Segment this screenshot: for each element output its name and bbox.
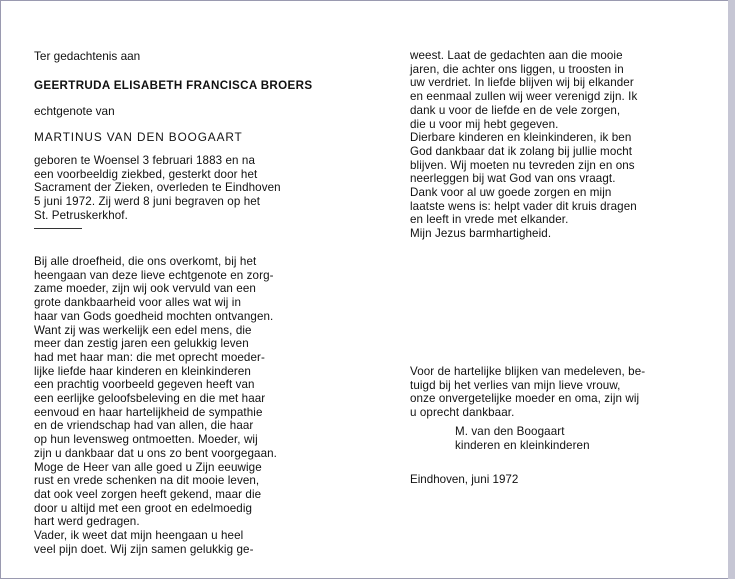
text-line: jaren, die achter ons liggen, u troosten in	[410, 62, 624, 76]
text-line: Mijn Jezus barmhartigheid.	[410, 227, 552, 241]
text-line: blijven. Wij moeten nu tevreden zijn en ons	[410, 158, 635, 172]
bio-line: een voorbeeldig ziekbed, gesterkt door het	[34, 167, 258, 181]
right-column	[410, 49, 722, 241]
text-line: hart werd gedragen.	[34, 515, 140, 529]
text-line: en eenmaal zullen wij weer verenigd zijn. Ik	[410, 90, 638, 104]
text-line: Bij alle droefheid, die ons overkomt, bij het	[34, 255, 257, 268]
text-line: neerleggen bij wat God van ons vraagt.	[410, 172, 616, 186]
text-line: lijke liefde haar kinderen en kleinkinderen	[34, 364, 251, 378]
text-line: Voor de hartelijke blijken van medeleven, be-	[410, 365, 646, 378]
deceased-name: GEERTRUDA ELISABETH FRANCISCA BROERS	[34, 79, 313, 92]
bio-line: St. Petruskerkhof.	[34, 208, 128, 222]
text-line: God dankbaar dat ik zolang bij jullie mocht	[410, 144, 633, 158]
signature-line: M. van den Boogaart	[455, 425, 565, 438]
page-edge	[728, 0, 735, 579]
text-line: die u voor mij hebt gegeven.	[410, 117, 559, 131]
text-line: Vader, ik weet dat mijn heengaan u heel	[34, 529, 244, 543]
text-line: grote dankbaarheid voor alles wat wij in	[34, 296, 242, 310]
text-line: door u altijd met een groot en edelmoedig	[34, 501, 253, 515]
text-line: haar van Gods goedheid mochten ontvangen.	[34, 309, 274, 323]
spouse-name: MARTINUS VAN DEN BOOGAART	[34, 130, 243, 144]
text-line: Want zij was werkelijk een edel mens, die	[34, 323, 252, 337]
place-date: Eindhoven, juni 1972	[410, 473, 519, 486]
left-column	[34, 49, 334, 223]
bio-line: geboren te Woensel 3 februari 1883 en na	[34, 154, 256, 167]
text-line: Dank voor al uw goede zorgen en mijn	[410, 186, 612, 200]
intro-text: Ter gedachtenis aan	[34, 49, 141, 63]
text-line: u oprecht dankbaar.	[410, 406, 515, 420]
text-line: en de vriendschap had van allen, die haar	[34, 419, 254, 433]
text-line: dat ook veel zorgen heeft gekend, maar die	[34, 487, 262, 501]
text-line: Dierbare kinderen en kleinkinderen, ik ben	[410, 131, 632, 145]
text-line: meer dan zestig jaren een gelukkig leven	[34, 337, 249, 351]
relation-text: echtgenote van	[34, 104, 115, 118]
text-line: veel pijn doet. Wij zijn samen gelukkig ge-	[34, 542, 254, 556]
text-line: een prachtig voorbeeld gegeven heeft van	[34, 378, 255, 392]
text-line: en leeft in vrede met elkander.	[410, 213, 569, 227]
text-line: tuigd bij het verlies van mijn lieve vrouw,	[410, 378, 621, 392]
text-line: rust en vrede schenken na dit mooie leven,	[34, 474, 260, 488]
text-line: laatste wens is: helpt vader dit kruis dragen	[410, 199, 637, 213]
text-line: zame moeder, zijn wij ook vervuld van een	[34, 282, 256, 296]
signature-line: kinderen en kleinkinderen	[455, 438, 590, 452]
text-line: uw verdriet. In liefde blijven wij bij elkander	[410, 76, 634, 90]
bio-line: 5 juni 1972. Zij werd 8 juni begraven op het	[34, 195, 261, 209]
divider-line	[34, 228, 82, 229]
bio-line: Sacrament der Zieken, overleden te Eindhoven	[34, 181, 281, 195]
text-line: zijn u dankbaar dat u ons zo bent voorgegaan.	[34, 446, 277, 460]
text-line: eenvoud en haar hartelijkheid de sympathie	[34, 405, 263, 419]
text-line: heengaan van deze lieve echtgenote en zorg-	[34, 268, 274, 282]
text-line: Moge de Heer van alle goed u Zijn eeuwige	[34, 460, 262, 474]
main-text	[34, 255, 277, 556]
thanks-text	[410, 365, 645, 420]
text-line: onze onvergetelijke moeder en oma, zijn wij	[410, 392, 640, 406]
biography	[34, 154, 334, 223]
text-line: weest. Laat de gedachten aan die mooie	[410, 49, 623, 62]
text-line: op hun levensweg ontmoetten. Moeder, wij	[34, 433, 258, 447]
text-line: had met haar man: die met oprecht moeder-	[34, 350, 265, 364]
text-line: een eerlijke geloofsbeleving en die met haar	[34, 392, 266, 406]
text-line: dank u voor de liefde en de vele zorgen,	[410, 103, 621, 117]
signature	[455, 425, 590, 452]
